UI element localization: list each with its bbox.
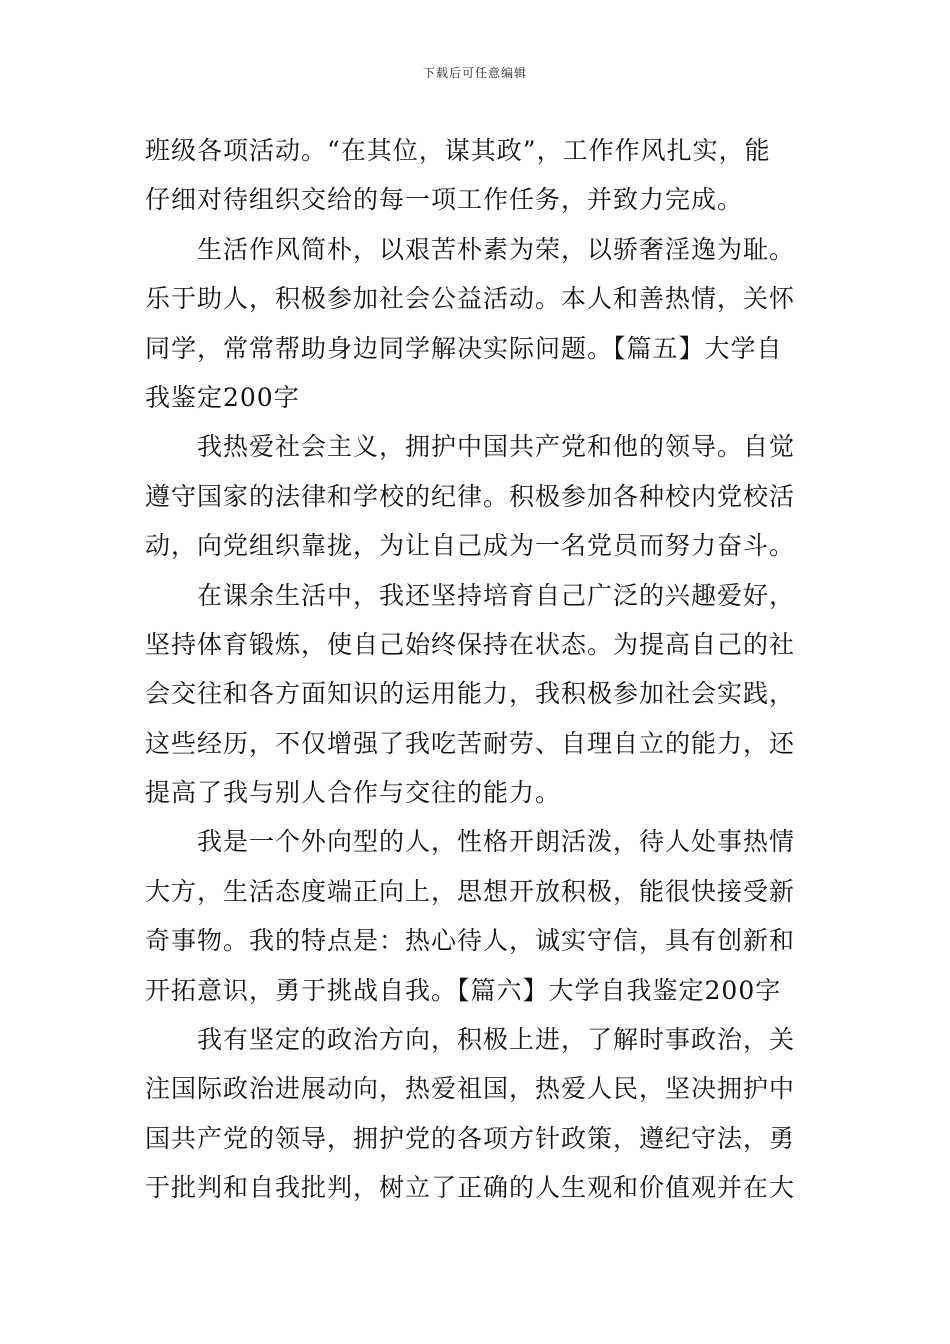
text-line: 我鉴定200字 [145,382,300,412]
text-line: 班级各项活动。“在其位，谋其政”，工作作风扎实，能 [145,136,771,165]
paragraph-start-line: 在课余生活中，我还坚持培育自己广泛的兴趣爱好， [197,580,796,610]
text-line: 动，向党组织靠拢，为让自己成为一名党员而努力奋斗。 [145,531,796,561]
text-line: 大方，生活态度端正向上，思想开放积极，能很快接受新 [145,876,796,906]
text-line: 乐于助人，积极参加社会公益活动。本人和善热情，关怀 [145,284,796,314]
paragraph-start-line: 生活作风简朴，以艰苦朴素为荣，以骄奢淫逸为耻。 [197,234,796,264]
text-line: 同学，常常帮助身边同学解决实际问题。【篇五】大学自 [145,333,783,363]
page-header: 下载后可任意编辑 [422,66,527,80]
text-line: 提高了我与别人合作与交往的能力。 [145,778,562,808]
paragraph-start-line: 我有坚定的政治方向，积极上进，了解时事政治，关 [197,1025,796,1055]
text-line: 奇事物。我的特点是：热心待人，诚实守信，具有创新和 [145,926,796,956]
text-line: 仔细对待组织交给的每一项工作任务，并致力完成。 [145,185,744,215]
text-line: 开拓意识，勇于挑战自我。【篇六】大学自我鉴定200字 [145,975,782,1005]
document-body [145,126,810,1213]
paragraph-start-line: 我热爱社会主义，拥护中国共产党和他的领导。自觉 [197,432,796,462]
text-line: 国共产党的领导，拥护党的各项方针政策，遵纪守法，勇 [145,1123,796,1153]
text-line: 注国际政治进展动向，热爱祖国，热爱人民，坚决拥护中 [145,1074,796,1104]
text-line: 于批判和自我批判，树立了正确的人生观和价值观并在大 [145,1173,796,1203]
text-line: 会交往和各方面知识的运用能力，我积极参加社会实践， [145,679,796,709]
text-line: 遵守国家的法律和学校的纪律。积极参加各种校内党校活 [145,481,796,511]
text-line: 坚持体育锻炼，使自己始终保持在状态。为提高自己的社 [145,629,796,659]
paragraph-start-line: 我是一个外向型的人，性格开朗活泼，待人处事热情 [197,827,796,857]
text-line: 这些经历，不仅增强了我吃苦耐劳、自理自立的能力，还 [145,728,796,758]
